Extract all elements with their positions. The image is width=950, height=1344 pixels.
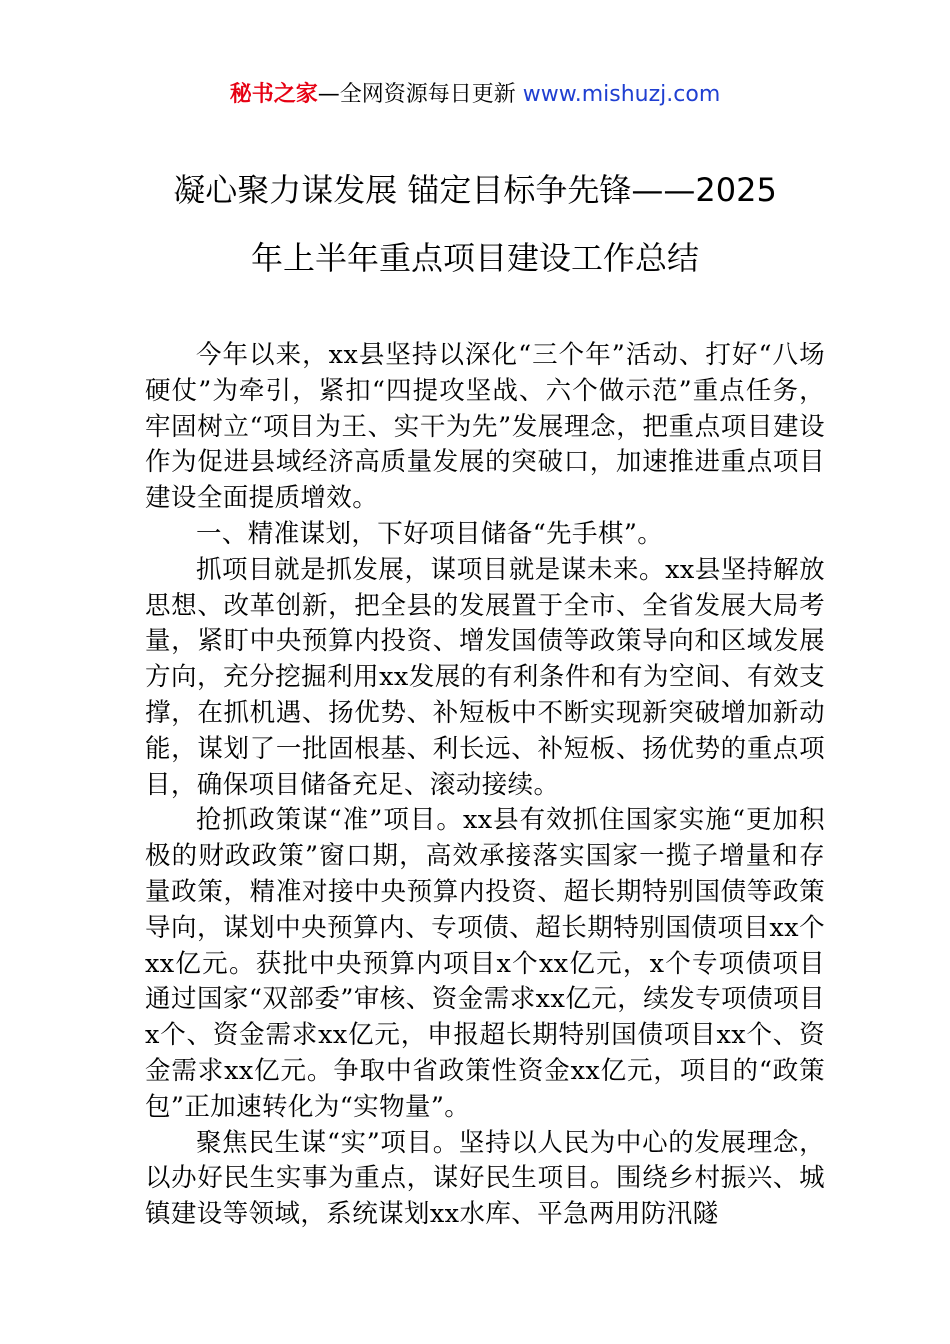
header-tagline: —全网资源每日更新 (317, 82, 523, 107)
document-body (145, 338, 825, 1233)
section-heading-1: 一、精准谋划，下好项目储备“先手棋”。 (196, 518, 664, 549)
intro-paragraph: 今年以来，xx县坚持以深化“三个年”活动、打好“八场硬仗”为牵引，紧扣“四提攻坚战、六个做示范”重点任务，牢固树立“项目为王、实干为先”发展理念，把重点项目建设作为促进县域经济高质量发展的突破口，加速推进重点项目建设全面提质增效。 (145, 340, 825, 514)
document-title (110, 170, 840, 278)
body-paragraph: 聚焦民生谋“实”项目。坚持以人民为中心的发展理念，以办好民生实事为重点，谋好民生项目。围绕乡村振兴、城镇建设等领域，系统谋划xx水库、平急两用防汛隧 (145, 1127, 825, 1230)
title-line-2: 年上半年重点项目建设工作总结 (250, 239, 699, 277)
site-header (0, 80, 950, 110)
body-paragraph: 抢抓政策谋“准”项目。xx县有效抓住国家实施“更加积极的财政政策”窗口期，高效承接落实国家一揽子增量和存量政策，精准对接中央预算内投资、超长期特别国债等政策导向，谋划中央预算内、专项债、超长期特别国债项目xx个xx亿元。获批中央预算内项目x个xx亿元，x个专项债项目通过国家“双部委”审核、资金需求xx亿元，续发专项债项目x个、资金需求xx亿元，申报超长期特别国债项目xx个、资金需求xx亿元。争取中省政策性资金xx亿元，项目的“政策包”正加速转化为“实物量”。 (145, 805, 825, 1122)
site-url-link[interactable]: www.mishuzj.com (522, 82, 721, 107)
body-paragraph: 抓项目就是抓发展，谋项目就是谋未来。xx县坚持解放思想、改革创新，把全县的发展置于全市、全省发展大局考量，紧盯中央预算内投资、增发国债等政策导向和区域发展方向，充分挖掘利用xx发展的有利条件和有为空间、有效支撑，在抓机遇、扬优势、补短板中不断实现新突破增加新动能，谋划了一批固根基、利长远、补短板、扬优势的重点项目，确保项目储备充足、滚动接续。 (145, 554, 825, 800)
brand-name: 秘书之家 (229, 82, 318, 107)
title-line-1: 凝心聚力谋发展 锚定目标争先锋——2025 (173, 171, 777, 209)
